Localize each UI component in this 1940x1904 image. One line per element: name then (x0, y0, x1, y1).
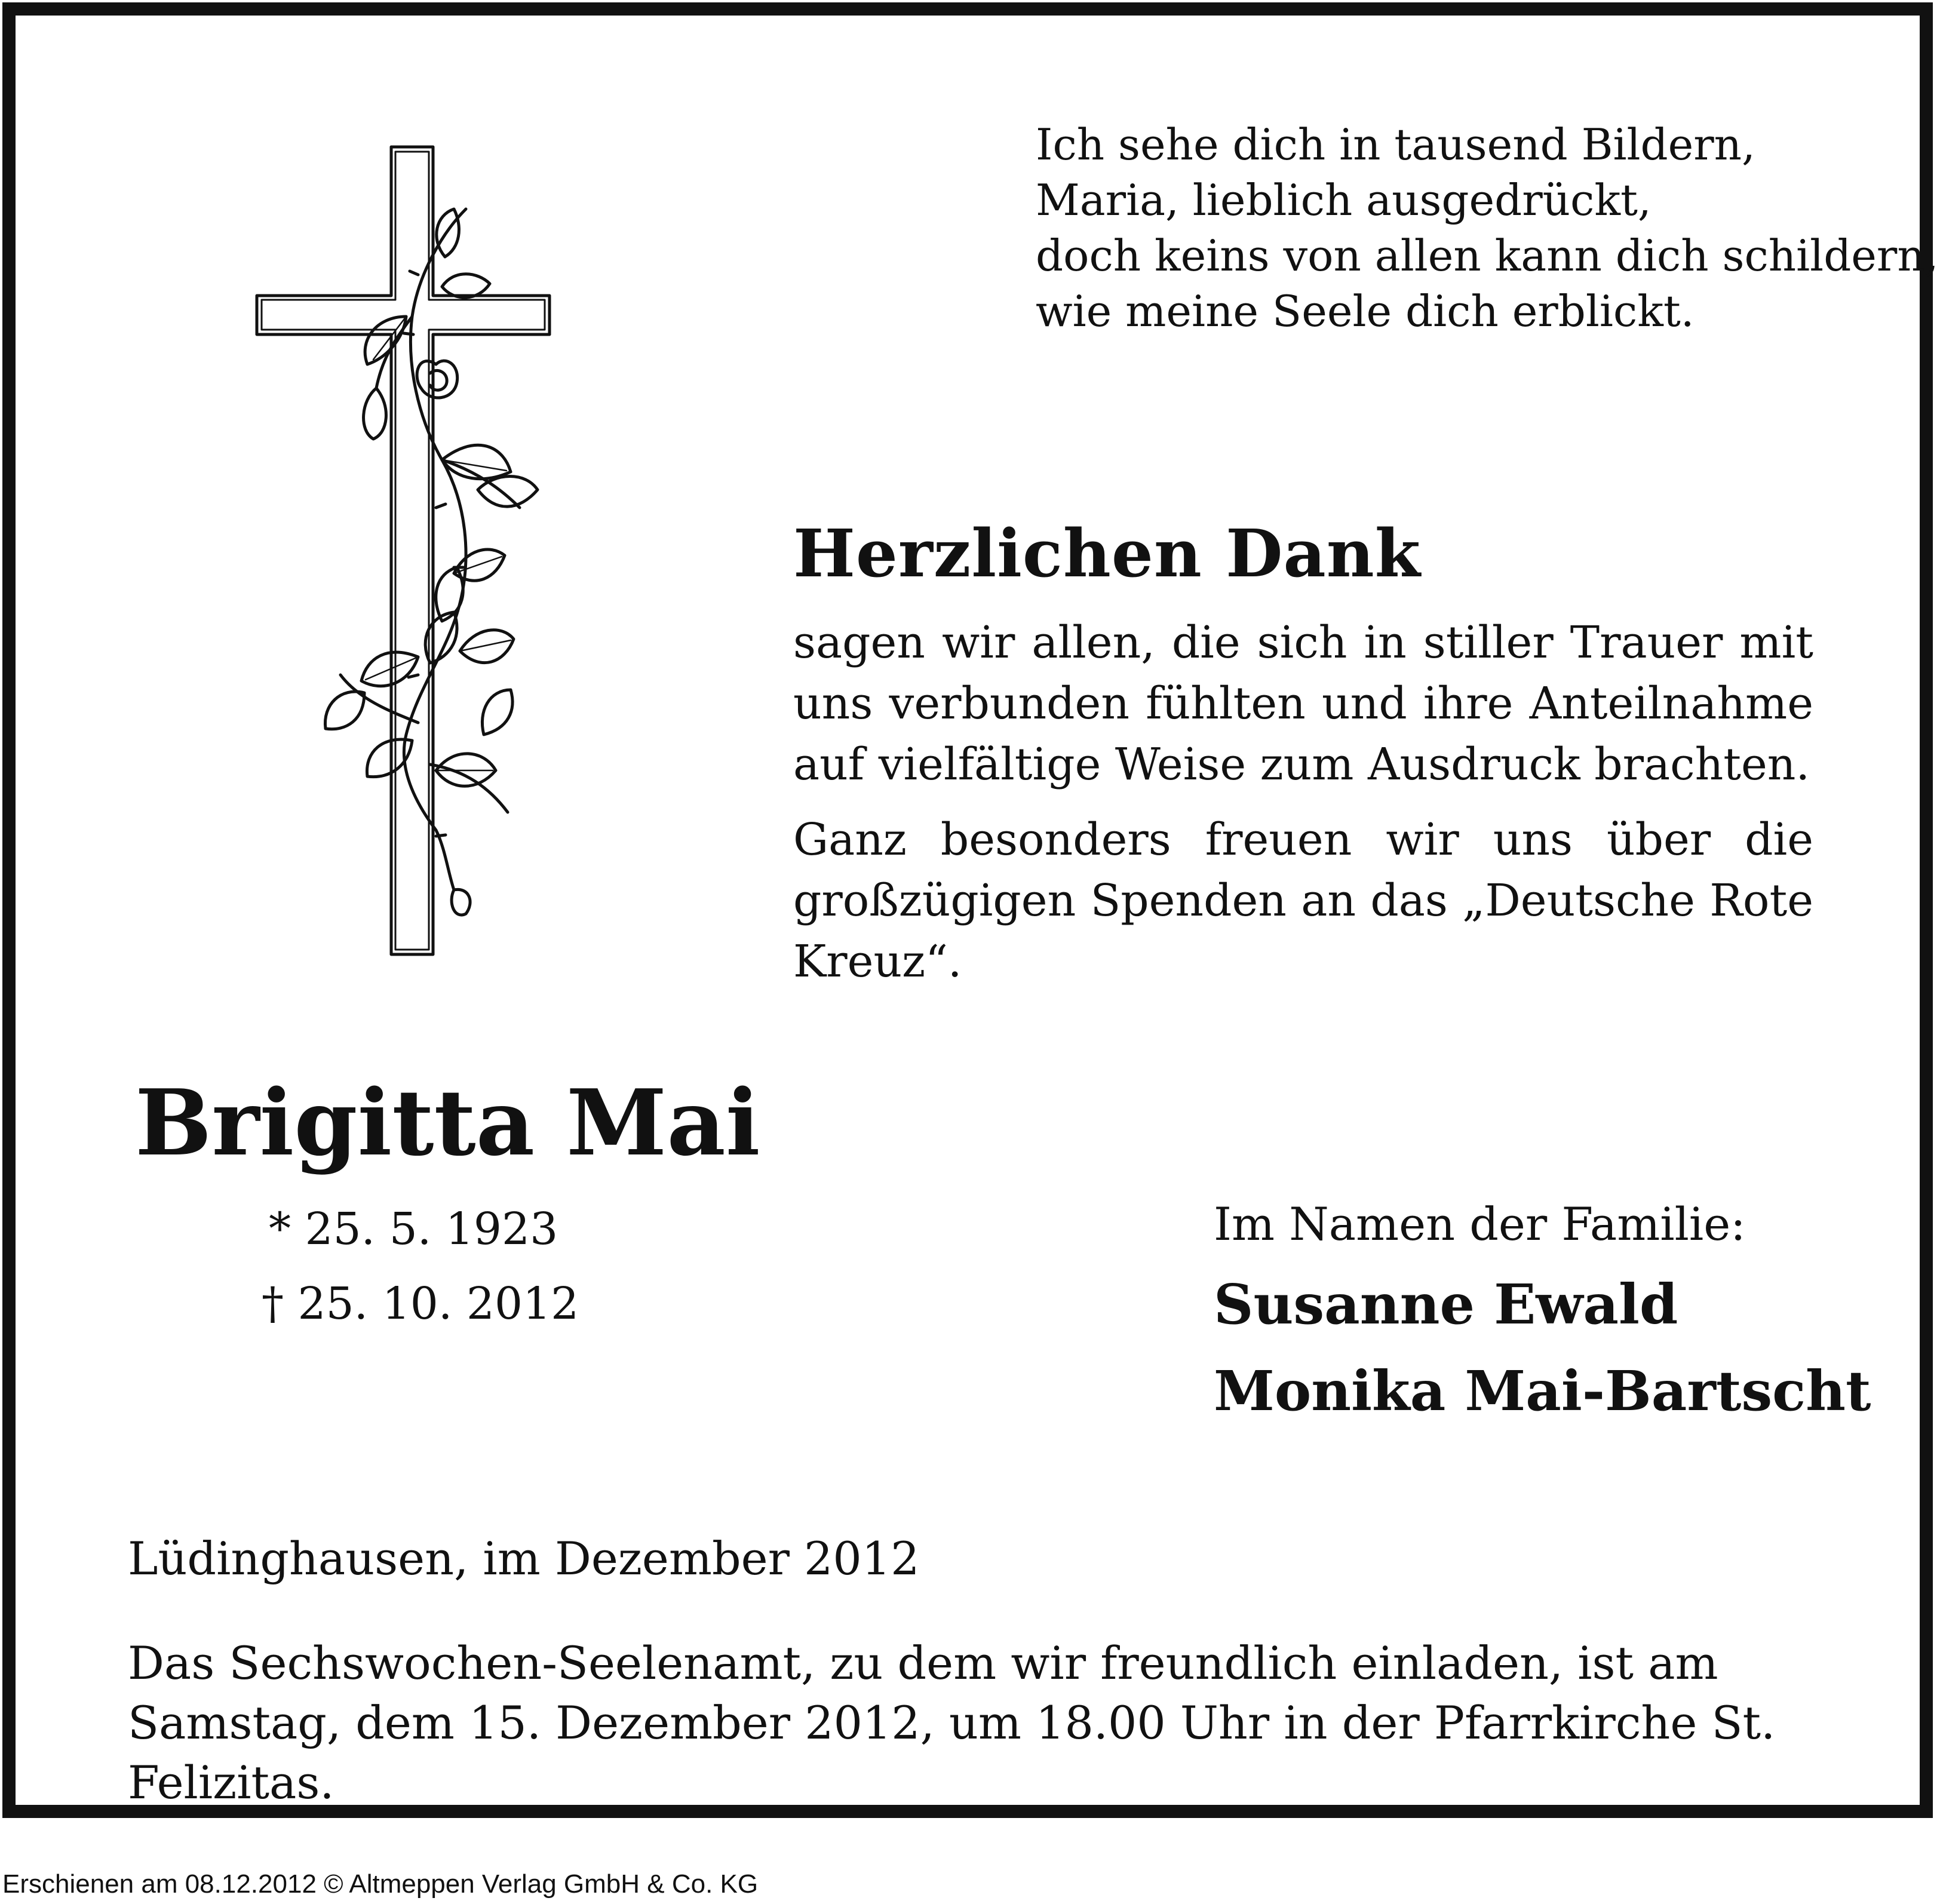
thanks-paragraph: sagen wir allen, die sich in stiller Trauer mit uns verbunden fühlten und ihre Anteilnahme auf vielfältige Weise zum Ausdruck brachten. (793, 617, 1813, 790)
poem (1036, 117, 1939, 339)
family-member-name: Monika Mai-Bartscht (1214, 1359, 1871, 1423)
poem-line: Maria, lieblich ausgedrückt, (1036, 175, 1652, 225)
thanks-heading: Herzlichen Dank (793, 515, 1421, 592)
death-date: † 25. 10. 2012 (262, 1278, 579, 1329)
place-date: Lüdinghausen, im Dezember 2012 (128, 1532, 920, 1585)
family-member-name: Susanne Ewald (1214, 1272, 1678, 1337)
poem-line: Ich sehe dich in tausend Bildern, (1036, 119, 1755, 170)
cross-with-rose-icon (239, 137, 573, 962)
service-notice: Das Sechswochen-Seelenamt, zu dem wir freundlich einladen, ist am Samstag, dem 15. Dezember 2012, um 18.00 Uhr in der Pfarrkirche St. Felizitas. (128, 1636, 1776, 1809)
poem-line: wie meine Seele dich erblickt. (1036, 286, 1695, 336)
family-intro: Im Namen der Familie: (1214, 1197, 1746, 1251)
birth-date: * 25. 5. 1923 (269, 1203, 558, 1255)
donation-paragraph: Ganz besonders freuen wir uns über die großzügigen Spenden an das „Deutsche Rote Kreuz“. (793, 814, 1813, 987)
deceased-name: Brigitta Mai (135, 1069, 760, 1176)
poem-line: doch keins von allen kann dich schildern, (1036, 231, 1939, 281)
publication-footer: Erschienen am 08.12.2012 © Altmeppen Verlag GmbH & Co. KG (2, 1869, 759, 1899)
